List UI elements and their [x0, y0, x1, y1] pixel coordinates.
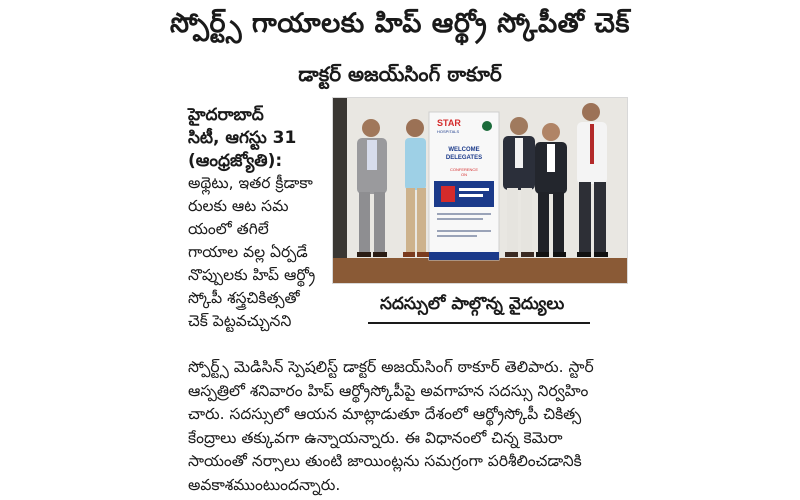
svg-text:DELEGATES: DELEGATES: [445, 155, 483, 161]
svg-text:STAR: STAR: [437, 118, 461, 128]
svg-text:HOSPITALS: HOSPITALS: [437, 129, 460, 134]
caption-underline: [368, 322, 590, 324]
text-line: స్పోర్ట్స్ మెడిసిన్ స్పెషలిస్ట్ డాక్టర్ అజయ్‌సింగ్ ఠాకూర్ తెలిపారు. స్టార్: [188, 358, 594, 376]
text-line: స్కోపీ శస్త్రచికిత్సతో: [188, 289, 300, 307]
headline: స్పోర్ట్స్ గాయాలకు హిప్ ఆర్థ్రో స్కోపీతో చెక్: [169, 8, 631, 39]
text-line: ఆస్పత్రిలో శనివారం హిప్ ఆర్థ్రోస్కోపీపై అవగాహన సదస్సు నిర్వహిం: [188, 381, 589, 400]
text-line: చారు. సదస్సులో ఆయన మాట్లాడుతూ దేశంలో ఆర్థ్రోస్కోపీ చికిత్స: [188, 405, 582, 423]
event-photo: [332, 97, 628, 284]
dateline: [188, 104, 328, 173]
text-line: యంలో తగిలే: [188, 220, 269, 238]
text-line: రులకు ఆట సమ: [188, 197, 289, 215]
event-photo-illustration: [333, 98, 627, 283]
article-column-text: [188, 172, 322, 333]
svg-text:ON: ON: [461, 172, 467, 177]
text-line: అథ్లెటు, ఇతర క్రీడాకా: [188, 174, 313, 192]
article-body-text: [188, 356, 632, 497]
subheadline: డాక్టర్ అజయ్‌సింగ్ ఠాకూర్: [298, 62, 502, 86]
photo-caption: సదస్సులో పాల్గొన్న వైద్యులు: [380, 294, 565, 314]
dateline-line: హైదరాబాద్: [188, 105, 264, 125]
dateline-line: (ఆంధ్రజ్యోతి):: [188, 151, 283, 171]
text-line: గాయాల వల్ల ఏర్పడే: [188, 243, 308, 261]
text-line: కేంద్రాలు తక్కువగా ఉన్నాయన్నారు. ఈ విధానంలో చిన్న కెమెరా: [188, 428, 563, 447]
svg-text:CONFERENCE: CONFERENCE: [449, 167, 479, 172]
text-line: నొప్పులకు హిప్ ఆర్థ్రో: [188, 266, 316, 284]
text-line: చెక్ పెట్టవచ్చునని: [188, 312, 292, 330]
svg-text:WELCOME: WELCOME: [448, 147, 480, 153]
text-line: సాయంతో నర్సాలు తుంటి జాయింట్లను సమగ్రంగా పరిశీలించడానికి: [188, 452, 582, 470]
dateline-line: సిటీ, ఆగస్టు 31: [188, 128, 297, 148]
star-hospitals-banner: [429, 112, 499, 260]
text-line: అవకాశముంటుందన్నారు.: [188, 475, 341, 494]
